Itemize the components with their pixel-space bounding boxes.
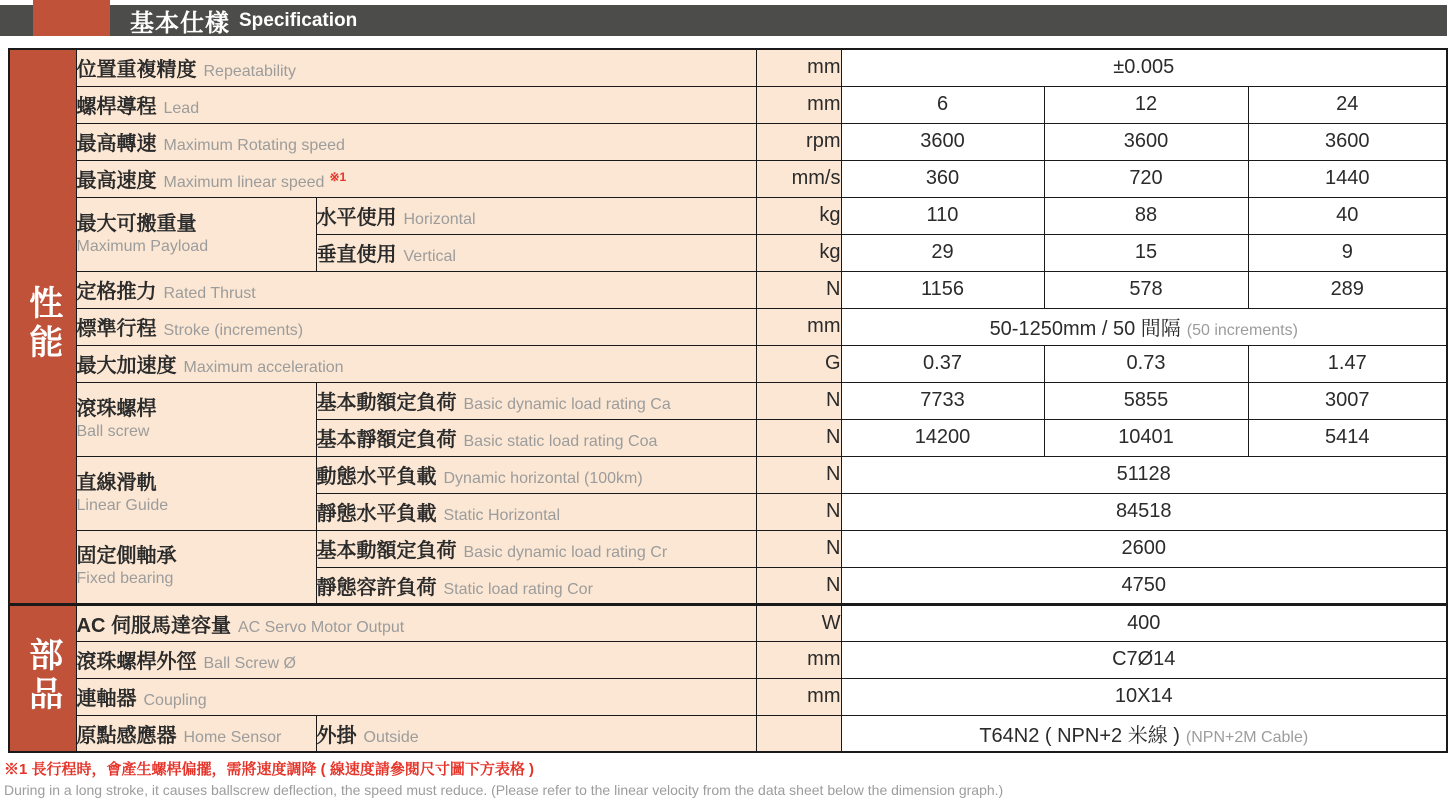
coupling-value: 10X14	[841, 678, 1447, 715]
max-rotating-speed-label: 最高轉速 Maximum Rotating speed	[76, 123, 756, 160]
payload-horizontal-value-1: 110	[841, 197, 1044, 234]
rated-thrust-value-2: 578	[1044, 271, 1248, 308]
payload-horizontal-value-2: 88	[1044, 197, 1248, 234]
repeatability-label: 位置重複精度 Repeatability	[76, 49, 756, 86]
row-max-rotating-speed	[9, 123, 1447, 160]
row-max-linear-speed	[9, 160, 1447, 197]
repeatability-value: ±0.005	[841, 49, 1447, 86]
lead-value-2: 12	[1044, 86, 1248, 123]
ballscrew-dynamic-value-2: 5855	[1044, 382, 1248, 419]
payload-vertical-unit: kg	[756, 234, 841, 271]
page-title-zh: 基本仕樣	[130, 10, 230, 37]
lead-unit: mm	[756, 86, 841, 123]
ballscrew-od-value: C7Ø14	[841, 641, 1447, 678]
stroke-label: 標準行程 Stroke (increments)	[76, 308, 756, 345]
ballscrew-static-unit: N	[756, 419, 841, 456]
ballscrew-static-value-3: 5414	[1248, 419, 1447, 456]
servo-output-label: AC 伺服馬達容量 AC Servo Motor Output	[76, 604, 756, 641]
sidebar-performance	[9, 49, 76, 604]
max-acceleration-label: 最大加速度 Maximum acceleration	[76, 345, 756, 382]
ballscrew-dynamic-value-3: 3007	[1248, 382, 1447, 419]
row-ballscrew-dynamic	[9, 382, 1447, 419]
servo-output-value: 400	[841, 604, 1447, 641]
max-rotating-speed-value-1: 3600	[841, 123, 1044, 160]
max-linear-speed-value-3: 1440	[1248, 160, 1447, 197]
max-rotating-speed-value-3: 3600	[1248, 123, 1447, 160]
row-rated-thrust	[9, 271, 1447, 308]
coupling-label: 連軸器 Coupling	[76, 678, 756, 715]
fixed-bearing-static-label: 靜態容許負荷 Static load rating Cor	[316, 567, 756, 604]
row-repeatability	[9, 49, 1447, 86]
fixed-bearing-group-label: 固定側軸承 Fixed bearing	[76, 530, 316, 604]
payload-vertical-value-3: 9	[1248, 234, 1447, 271]
payload-horizontal-unit: kg	[756, 197, 841, 234]
sidebar-parts-label: 部品	[23, 636, 62, 715]
linear-guide-static-label: 靜態水平負載 Static Horizontal	[316, 493, 756, 530]
fixed-bearing-static-value: 4750	[841, 567, 1447, 604]
row-stroke	[9, 308, 1447, 345]
max-rotating-speed-value-2: 3600	[1044, 123, 1248, 160]
row-home-sensor	[9, 715, 1447, 752]
ballscrew-dynamic-unit: N	[756, 382, 841, 419]
ballscrew-group-label: 滾珠螺桿 Ball screw	[76, 382, 316, 456]
lead-value-3: 24	[1248, 86, 1447, 123]
lead-value-1: 6	[841, 86, 1044, 123]
max-linear-speed-value-1: 360	[841, 160, 1044, 197]
rated-thrust-value-1: 1156	[841, 271, 1044, 308]
home-sensor-value: T64N2 ( NPN+2 米線 ) (NPN+2M Cable)	[841, 715, 1447, 752]
max-linear-speed-label: 最高速度 Maximum linear speed $^{※1}$	[76, 160, 756, 197]
page-title	[130, 5, 357, 36]
fixed-bearing-dynamic-label: 基本動額定負荷 Basic dynamic load rating Cr	[316, 530, 756, 567]
row-coupling	[9, 678, 1447, 715]
rated-thrust-value-3: 289	[1248, 271, 1447, 308]
section-header-bar	[0, 0, 1448, 36]
ballscrew-dynamic-value-1: 7733	[841, 382, 1044, 419]
coupling-unit: mm	[756, 678, 841, 715]
rated-thrust-unit: N	[756, 271, 841, 308]
payload-horizontal-label: 水平使用 Horizontal	[316, 197, 756, 234]
fixed-bearing-dynamic-value: 2600	[841, 530, 1447, 567]
sidebar-parts	[9, 604, 76, 752]
linear-guide-static-value: 84518	[841, 493, 1447, 530]
row-lead	[9, 86, 1447, 123]
row-servo-output	[9, 604, 1447, 641]
ballscrew-od-label: 滾珠螺桿外徑 Ball Screw Ø	[76, 641, 756, 678]
repeatability-unit: mm	[756, 49, 841, 86]
max-linear-speed-value-2: 720	[1044, 160, 1248, 197]
ballscrew-od-unit: mm	[756, 641, 841, 678]
payload-group-label: 最大可搬重量 Maximum Payload	[76, 197, 316, 271]
stroke-unit: mm	[756, 308, 841, 345]
header-accent-square	[33, 0, 110, 36]
page-title-en: Specification	[239, 9, 358, 31]
home-sensor-label: 原點感應器 Home Sensor	[76, 715, 316, 752]
servo-output-unit: W	[756, 604, 841, 641]
ballscrew-static-value-1: 14200	[841, 419, 1044, 456]
linear-guide-dynamic-value: 51128	[841, 456, 1447, 493]
footnote-line-en: During in a long stroke, it causes ballscrew deflection, the speed must reduce. (Please refer to the linear velocity from the data sheet below the dimension graph.)	[4, 782, 1004, 798]
row-payload-horizontal	[9, 197, 1447, 234]
max-acceleration-value-1: 0.37	[841, 345, 1044, 382]
max-acceleration-unit: G	[756, 345, 841, 382]
payload-horizontal-value-3: 40	[1248, 197, 1447, 234]
row-ballscrew-od	[9, 641, 1447, 678]
row-fixed-bearing-dynamic	[9, 530, 1447, 567]
ballscrew-static-label: 基本靜額定負荷 Basic static load rating Coa	[316, 419, 756, 456]
linear-guide-static-unit: N	[756, 493, 841, 530]
fixed-bearing-dynamic-unit: N	[756, 530, 841, 567]
footnote-1-marker: ※1	[329, 169, 347, 184]
footnotes	[4, 758, 1448, 798]
home-sensor-unit	[756, 715, 841, 752]
linear-guide-dynamic-label: 動態水平負載 Dynamic horizontal (100km)	[316, 456, 756, 493]
stroke-value: 50-1250mm / 50 間隔 (50 increments)	[841, 308, 1447, 345]
payload-vertical-value-2: 15	[1044, 234, 1248, 271]
max-rotating-speed-unit: rpm	[756, 123, 841, 160]
rated-thrust-label: 定格推力 Rated Thrust	[76, 271, 756, 308]
row-linear-guide-dynamic	[9, 456, 1447, 493]
fixed-bearing-static-unit: N	[756, 567, 841, 604]
specification-table	[8, 48, 1448, 753]
lead-label: 螺桿導程 Lead	[76, 86, 756, 123]
row-max-acceleration	[9, 345, 1447, 382]
footnote-line-zh: ※1 長行程時，會產生螺桿偏擺，需將速度調降 ( 線速度請參閱尺寸圖下方表格 )	[4, 761, 535, 778]
max-linear-speed-unit: mm/s	[756, 160, 841, 197]
linear-guide-group-label: 直線滑軌 Linear Guide	[76, 456, 316, 530]
payload-vertical-label: 垂直使用 Vertical	[316, 234, 756, 271]
sidebar-performance-label: 性能	[23, 284, 62, 363]
linear-guide-dynamic-unit: N	[756, 456, 841, 493]
ballscrew-dynamic-label: 基本動額定負荷 Basic dynamic load rating Ca	[316, 382, 756, 419]
home-sensor-mount-label: 外掛 Outside	[316, 715, 756, 752]
payload-vertical-value-1: 29	[841, 234, 1044, 271]
max-acceleration-value-3: 1.47	[1248, 345, 1447, 382]
ballscrew-static-value-2: 10401	[1044, 419, 1248, 456]
max-acceleration-value-2: 0.73	[1044, 345, 1248, 382]
